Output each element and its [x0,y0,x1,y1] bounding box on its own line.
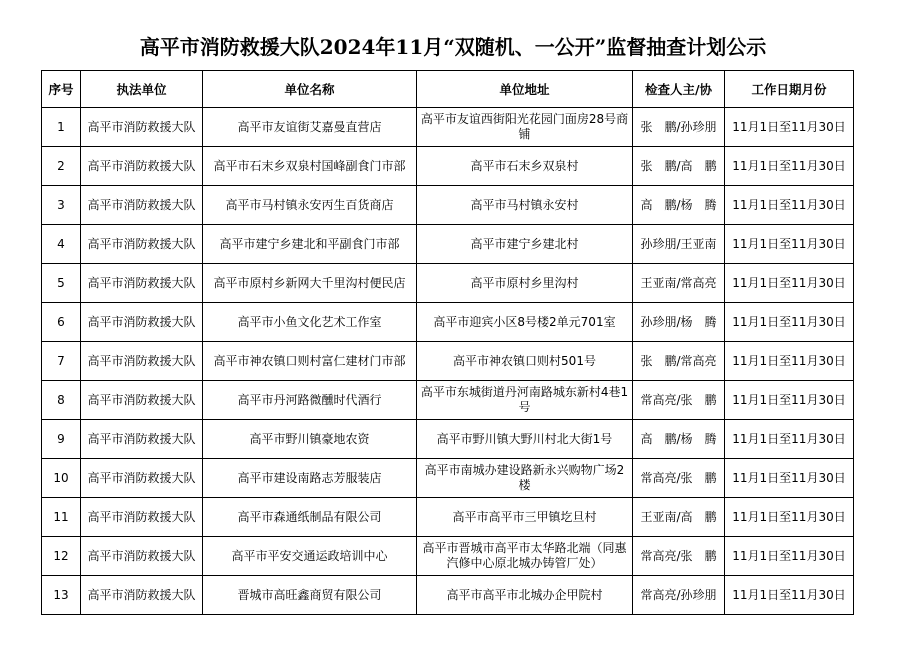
cell-inspectors: 孙珍朋/杨 腾 [633,303,725,342]
cell-unit-name: 高平市平安交通运政培训中心 [203,537,417,576]
cell-enforcement-unit: 高平市消防救援大队 [81,303,203,342]
table-header-row [42,71,854,108]
cell-unit-address: 高平市建宁乡建北村 [417,225,633,264]
cell-inspectors: 孙珍朋/王亚南 [633,225,725,264]
cell-inspectors: 常高亮/张 鹏 [633,537,725,576]
cell-unit-address: 高平市高平市北城办企甲院村 [417,576,633,615]
cell-enforcement-unit: 高平市消防救援大队 [81,381,203,420]
table-row [42,537,854,576]
cell-serial: 6 [42,303,81,342]
header-unit-address: 单位地址 [417,71,633,108]
table-row [42,342,854,381]
cell-inspectors: 高 鹏/杨 腾 [633,420,725,459]
header-inspectors: 检查人主/协 [633,71,725,108]
cell-enforcement-unit: 高平市消防救援大队 [81,498,203,537]
cell-work-period: 11月1日至11月30日 [725,381,854,420]
cell-inspectors: 张 鹏/高 鹏 [633,147,725,186]
cell-work-period: 11月1日至11月30日 [725,576,854,615]
cell-unit-address: 高平市迎宾小区8号楼2单元701室 [417,303,633,342]
header-enforcement-unit: 执法单位 [81,71,203,108]
cell-serial: 12 [42,537,81,576]
cell-enforcement-unit: 高平市消防救援大队 [81,342,203,381]
table-row [42,108,854,147]
cell-serial: 13 [42,576,81,615]
cell-enforcement-unit: 高平市消防救援大队 [81,459,203,498]
cell-unit-address: 高平市东城街道丹河南路城东新村4巷1号 [417,381,633,420]
table-row [42,420,854,459]
table-row [42,303,854,342]
table-row [42,459,854,498]
cell-unit-address: 高平市友谊西街阳光花园门面房28号商铺 [417,108,633,147]
cell-work-period: 11月1日至11月30日 [725,303,854,342]
cell-unit-address: 高平市高平市三甲镇圪旦村 [417,498,633,537]
page-title: 高平市消防救援大队2024年11月“双随机、一公开”监督抽查计划公示 [139,35,767,59]
cell-unit-address: 高平市原村乡里沟村 [417,264,633,303]
cell-inspectors: 王亚南/常高亮 [633,264,725,303]
inspection-plan-table [41,70,854,615]
cell-serial: 8 [42,381,81,420]
cell-unit-name: 高平市丹河路微醺时代酒行 [203,381,417,420]
cell-unit-name: 高平市马村镇永安丙生百货商店 [203,186,417,225]
cell-serial: 10 [42,459,81,498]
cell-unit-address: 高平市神农镇口则村501号 [417,342,633,381]
cell-serial: 11 [42,498,81,537]
cell-enforcement-unit: 高平市消防救援大队 [81,186,203,225]
cell-work-period: 11月1日至11月30日 [725,498,854,537]
table-row [42,381,854,420]
cell-inspectors: 张 鹏/常高亮 [633,342,725,381]
header-unit-name: 单位名称 [203,71,417,108]
cell-serial: 9 [42,420,81,459]
header-work-period: 工作日期月份 [725,71,854,108]
cell-work-period: 11月1日至11月30日 [725,147,854,186]
cell-enforcement-unit: 高平市消防救援大队 [81,537,203,576]
cell-serial: 5 [42,264,81,303]
cell-serial: 4 [42,225,81,264]
cell-serial: 2 [42,147,81,186]
cell-inspectors: 常高亮/孙珍朋 [633,576,725,615]
cell-unit-address: 高平市晋城市高平市太华路北端（同惠汽修中心原北城办铸管厂处） [417,537,633,576]
cell-unit-name: 高平市友谊街艾嘉曼直营店 [203,108,417,147]
cell-unit-name: 高平市原村乡新网大千里沟村便民店 [203,264,417,303]
cell-unit-name: 高平市石末乡双泉村国峰副食门市部 [203,147,417,186]
table-row [42,576,854,615]
cell-work-period: 11月1日至11月30日 [725,264,854,303]
cell-serial: 3 [42,186,81,225]
cell-inspectors: 高 鹏/杨 腾 [633,186,725,225]
table-row [42,264,854,303]
cell-work-period: 11月1日至11月30日 [725,537,854,576]
table-row [42,147,854,186]
cell-enforcement-unit: 高平市消防救援大队 [81,147,203,186]
cell-enforcement-unit: 高平市消防救援大队 [81,264,203,303]
cell-work-period: 11月1日至11月30日 [725,459,854,498]
header-serial: 序号 [42,71,81,108]
cell-unit-address: 高平市南城办建设路新永兴购物广场2楼 [417,459,633,498]
cell-unit-name: 高平市森通纸制品有限公司 [203,498,417,537]
cell-unit-address: 高平市野川镇大野川村北大街1号 [417,420,633,459]
table-row [42,498,854,537]
cell-unit-name: 高平市神农镇口则村富仁建材门市部 [203,342,417,381]
cell-inspectors: 常高亮/张 鹏 [633,459,725,498]
cell-inspectors: 王亚南/高 鹏 [633,498,725,537]
table-row [42,225,854,264]
table-row [42,186,854,225]
cell-unit-name: 高平市建宁乡建北和平副食门市部 [203,225,417,264]
cell-unit-name: 晋城市高旺鑫商贸有限公司 [203,576,417,615]
cell-work-period: 11月1日至11月30日 [725,108,854,147]
cell-unit-address: 高平市马村镇永安村 [417,186,633,225]
cell-work-period: 11月1日至11月30日 [725,420,854,459]
cell-unit-name: 高平市小鱼文化艺术工作室 [203,303,417,342]
cell-enforcement-unit: 高平市消防救援大队 [81,576,203,615]
cell-inspectors: 张 鹏/孙珍朋 [633,108,725,147]
cell-work-period: 11月1日至11月30日 [725,186,854,225]
cell-unit-name: 高平市野川镇豪地农资 [203,420,417,459]
cell-unit-address: 高平市石末乡双泉村 [417,147,633,186]
cell-inspectors: 常高亮/张 鹏 [633,381,725,420]
cell-enforcement-unit: 高平市消防救援大队 [81,108,203,147]
cell-work-period: 11月1日至11月30日 [725,342,854,381]
cell-work-period: 11月1日至11月30日 [725,225,854,264]
cell-enforcement-unit: 高平市消防救援大队 [81,420,203,459]
cell-enforcement-unit: 高平市消防救援大队 [81,225,203,264]
cell-serial: 7 [42,342,81,381]
cell-unit-name: 高平市建设南路志芳服装店 [203,459,417,498]
cell-serial: 1 [42,108,81,147]
